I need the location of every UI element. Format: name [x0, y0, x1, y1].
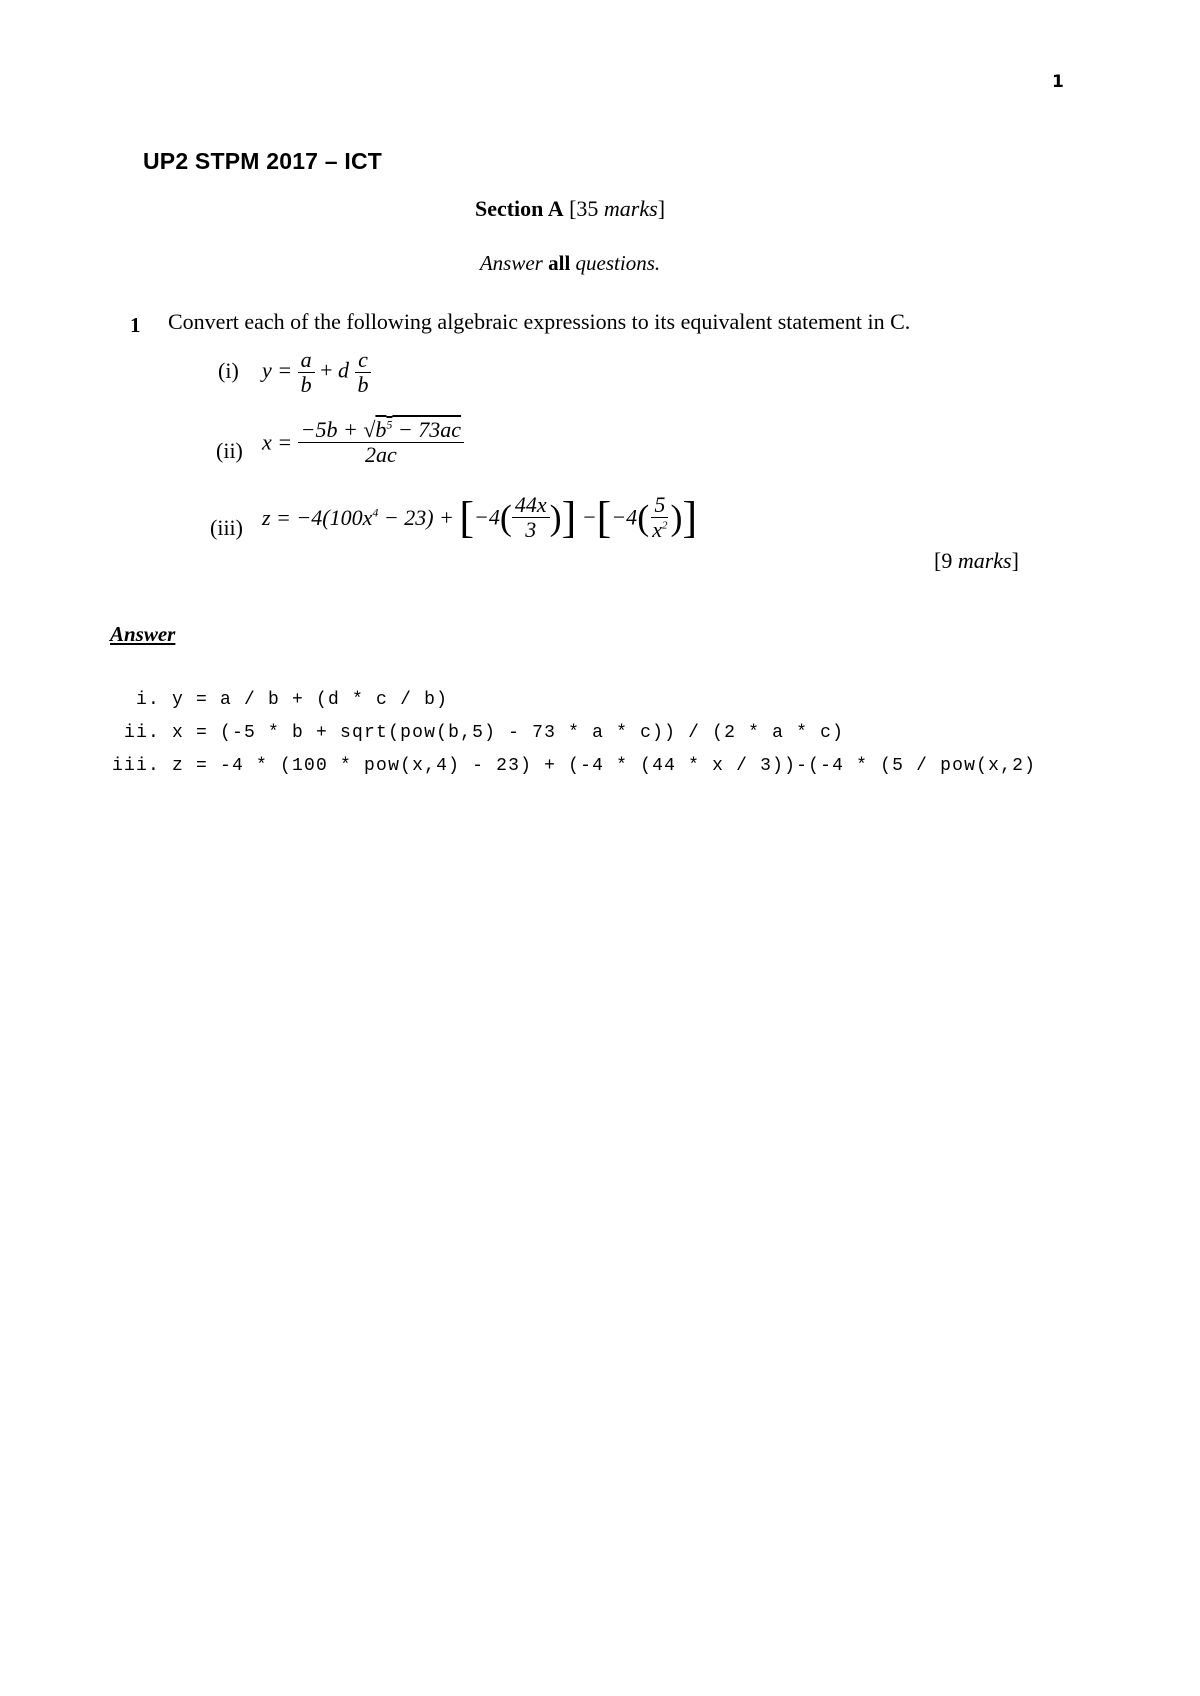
instruction-questions: questions.	[575, 251, 661, 275]
part-label: (ii)	[216, 438, 243, 463]
section-heading	[0, 196, 1170, 222]
answer-line-iii	[80, 736, 1036, 776]
document-title: UP2 STPM 2017 – ICT	[143, 148, 382, 174]
section-marks-word: marks	[603, 196, 658, 221]
instruction-line	[0, 251, 1170, 276]
equation-iii: $z = -4(100x^4 - 23) + [-4$( $\frac{44x}{3}$ )] −[−4( $\frac{5}{x^2}$ )]	[262, 491, 698, 542]
question-part-i	[218, 358, 239, 384]
fraction-c-over-b: $\frac{c}{b}$	[355, 348, 372, 397]
fraction-a-over-b: $\frac{a}{b}$	[298, 348, 315, 397]
question-text: Convert each of the following algebraic expressions to its equivalent statement in C.	[168, 309, 911, 334]
question-part-iii	[210, 515, 243, 541]
question-marks: [9 marks]	[934, 548, 1019, 573]
answer-code: z = -4 * (100 * pow(x,4) - 23) + (-4 * (44 * x / 3))-(-4 * (5 / pow(x,2)	[172, 756, 1037, 776]
section-marks-close: ]	[657, 196, 666, 221]
part-label: (i)	[218, 358, 239, 383]
part-label: (iii)	[210, 515, 243, 540]
equation-i: y = $\frac{a}{b}$ + d $\frac{c}{b}$	[262, 348, 372, 397]
answer-label: iii.	[112, 756, 161, 776]
question-part-ii	[216, 438, 243, 464]
instruction-all: all	[548, 251, 571, 275]
answer-code: x = (-5 * b + sqrt(pow(b,5) - 73 * a * c)) / (2 * a * c)	[172, 723, 845, 743]
section-marks-open: [35	[569, 196, 604, 221]
equation-ii: x = $\frac{-5b + √b^5 - 73ac}{2ac}$	[262, 418, 464, 467]
fraction-quadratic: $\frac{-5b + √b^5 - 73ac}{2ac}$	[298, 418, 464, 467]
question-number: 1	[130, 313, 141, 337]
answer-heading: Answer	[110, 622, 176, 646]
answer-code: y = a / b + (d * c / b)	[172, 690, 449, 710]
instruction-answer: Answer	[479, 251, 543, 275]
page-number: 1	[1052, 72, 1064, 92]
section-title: Section A	[474, 196, 564, 221]
answer-label: i.	[136, 690, 161, 710]
answer-label: ii.	[124, 723, 161, 743]
